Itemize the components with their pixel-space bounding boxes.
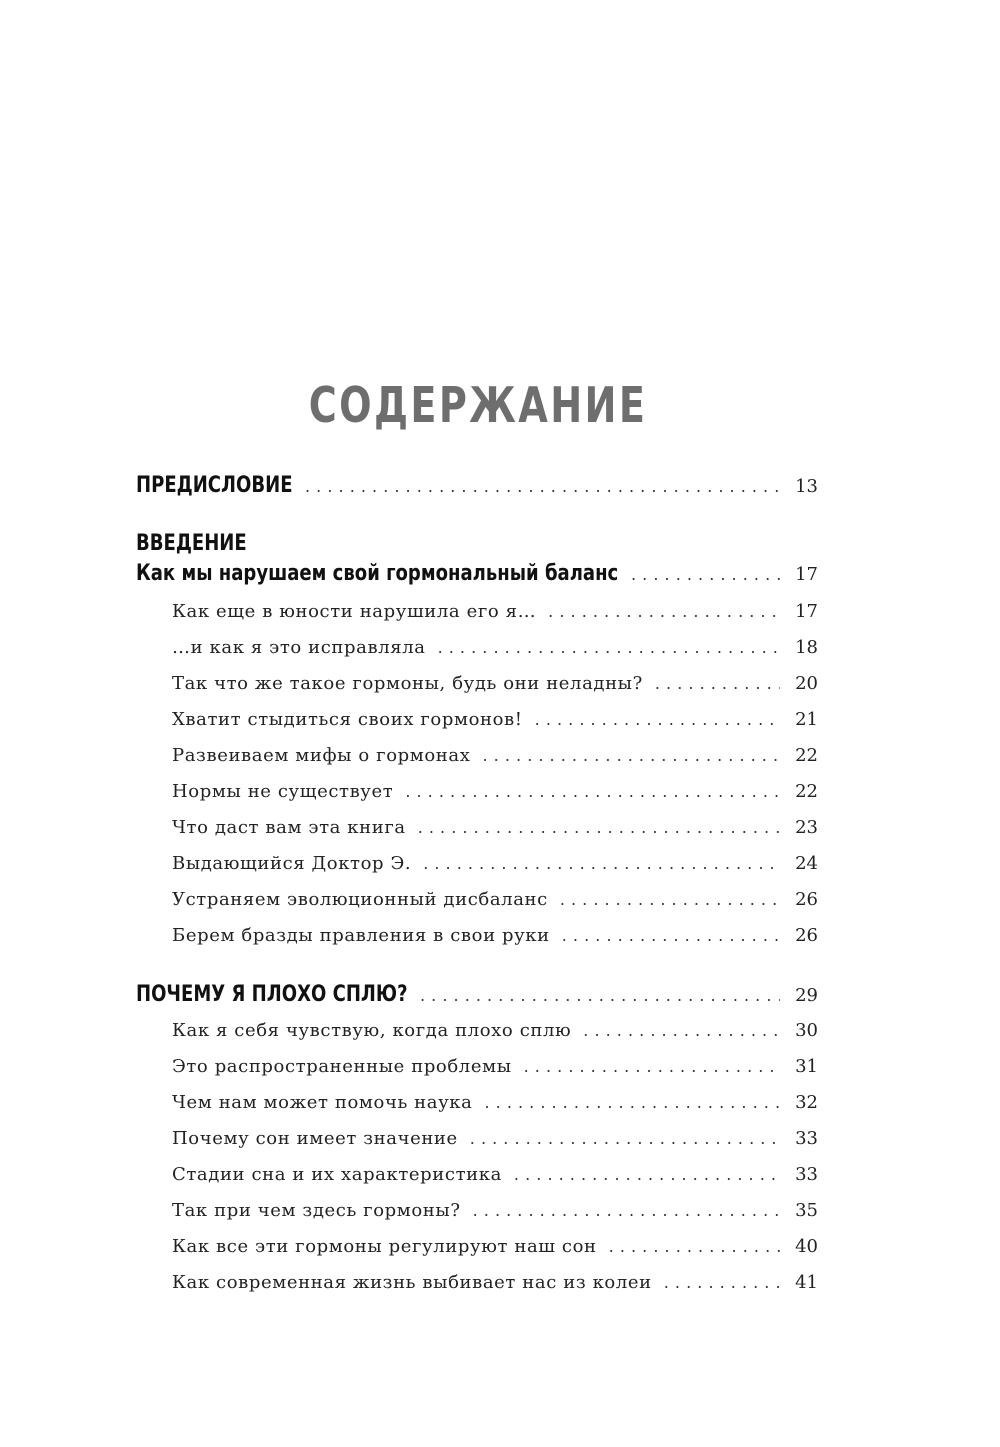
dot-leader xyxy=(420,979,780,1012)
dot-leader xyxy=(664,1266,780,1300)
toc-page-number: 31 xyxy=(795,1056,818,1077)
toc-page-number: 23 xyxy=(795,817,818,838)
toc-subentry-label: Хватит стыдиться своих гормонов! xyxy=(172,709,523,730)
toc-page-number: 30 xyxy=(795,1020,818,1041)
toc-subentry-label: Что даст вам эта книга xyxy=(172,817,406,838)
toc-subentry[interactable] xyxy=(172,811,818,845)
dot-leader xyxy=(535,703,780,737)
toc-subentry-label: Как еще в юности нарушила его я… xyxy=(172,601,537,622)
toc-subentry-label: Берем бразды правления в свои руки xyxy=(172,925,550,946)
toc-page-number: 29 xyxy=(795,985,818,1006)
dot-leader xyxy=(438,631,780,665)
toc-page-number: 22 xyxy=(795,781,818,802)
toc-subentry[interactable] xyxy=(172,847,818,881)
toc-subentry-label: Как я себя чувствую, когда плохо сплю xyxy=(172,1020,572,1041)
toc-subentry[interactable] xyxy=(172,595,818,629)
toc-page-number: 24 xyxy=(795,853,818,874)
toc-entry-label: ПОЧЕМУ Я ПЛОХО СПЛЮ? xyxy=(136,982,408,1007)
dot-leader xyxy=(609,1230,780,1264)
section-heading-intro xyxy=(136,527,818,561)
toc-subentry[interactable] xyxy=(172,703,818,737)
toc-page-number: 33 xyxy=(795,1128,818,1149)
toc-page-number: 41 xyxy=(795,1272,818,1293)
toc-page-number: 17 xyxy=(795,564,818,585)
dot-leader xyxy=(631,558,780,591)
toc-subentry-label: Нормы не существует xyxy=(172,781,394,802)
dot-leader xyxy=(423,847,780,881)
toc-subentry[interactable] xyxy=(172,1194,818,1228)
dot-leader xyxy=(562,919,780,953)
dot-leader xyxy=(583,1014,780,1048)
dot-leader xyxy=(418,811,780,845)
toc-page-number: 22 xyxy=(795,745,818,766)
toc-subentry-label: Как современная жизнь выбивает нас из колеи xyxy=(172,1272,652,1293)
toc-subentry-label: Устраняем эволюционный дисбаланс xyxy=(172,889,548,910)
toc-page-number: 13 xyxy=(795,476,818,497)
toc-subentry[interactable] xyxy=(172,883,818,917)
dot-leader xyxy=(655,667,780,701)
dot-leader xyxy=(470,1122,780,1156)
toc-subentry-label: Выдающийся Доктор Э. xyxy=(172,853,412,874)
toc-subentry-label: Развеиваем мифы о гормонах xyxy=(172,745,471,766)
toc-subentry[interactable] xyxy=(172,1086,818,1120)
toc-page-number: 21 xyxy=(795,709,818,730)
dot-leader xyxy=(405,775,780,809)
toc-page-number: 32 xyxy=(795,1092,818,1113)
toc-subentry[interactable] xyxy=(172,739,818,773)
toc-page-number: 40 xyxy=(795,1236,818,1257)
toc-subentry[interactable] xyxy=(172,1122,818,1156)
toc-page-number: 20 xyxy=(795,673,818,694)
page-title: СОДЕРЖАНИЕ xyxy=(308,376,648,434)
toc-subentry[interactable] xyxy=(172,919,818,953)
dot-leader xyxy=(483,739,781,773)
toc-subentry-label: Стадии сна и их характеристика xyxy=(172,1164,502,1185)
toc-subentry[interactable] xyxy=(172,1266,818,1300)
toc-page-number: 26 xyxy=(795,889,818,910)
toc-subentry-label: …и как я это исправляла xyxy=(172,637,426,658)
toc-subentry-label: Это распространенные проблемы xyxy=(172,1056,512,1077)
toc-page-number: 33 xyxy=(795,1164,818,1185)
section-heading-label: ВВЕДЕНИЕ xyxy=(136,531,247,556)
toc-page-number: 35 xyxy=(795,1200,818,1221)
toc-page-number: 26 xyxy=(795,925,818,946)
toc-entry-sleep-chapter[interactable] xyxy=(136,978,818,1012)
dot-leader xyxy=(473,1194,780,1228)
toc-subentry[interactable] xyxy=(172,1014,818,1048)
dot-leader xyxy=(514,1158,780,1192)
toc-entry-foreword[interactable] xyxy=(136,469,818,503)
toc-entry-intro-chapter[interactable] xyxy=(136,557,818,591)
toc-entry-label: ПРЕДИСЛОВИЕ xyxy=(136,473,293,498)
dot-leader xyxy=(548,595,780,629)
toc-entry-label: Как мы нарушаем свой гормональный баланс xyxy=(136,561,619,586)
toc-subentry-label: Так что же такое гормоны, будь они неладны? xyxy=(172,673,643,694)
toc-subentry[interactable] xyxy=(172,1230,818,1264)
toc-subentry[interactable] xyxy=(172,775,818,809)
toc-subentry[interactable] xyxy=(172,631,818,665)
toc-subentry[interactable] xyxy=(172,667,818,701)
toc-page-number: 17 xyxy=(795,601,818,622)
dot-leader xyxy=(305,470,780,503)
toc-subentry-label: Как все эти гормоны регулируют наш сон xyxy=(172,1236,597,1257)
toc-subentry[interactable] xyxy=(172,1050,818,1084)
toc-subentry-label: Так при чем здесь гормоны? xyxy=(172,1200,461,1221)
toc-subentry-label: Почему сон имеет значение xyxy=(172,1128,458,1149)
toc-subentry[interactable] xyxy=(172,1158,818,1192)
dot-leader xyxy=(560,883,780,917)
toc-page-number: 18 xyxy=(795,637,818,658)
toc-subentry-label: Чем нам может помочь наука xyxy=(172,1092,473,1113)
dot-leader xyxy=(484,1086,780,1120)
dot-leader xyxy=(524,1050,780,1084)
